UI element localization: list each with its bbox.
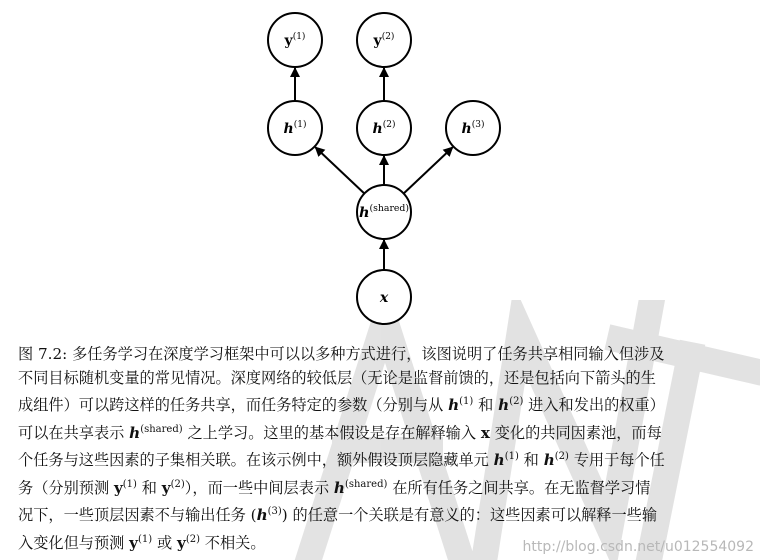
node-x (357, 270, 411, 324)
node-hs (357, 185, 411, 239)
caption-line-2: 不同目标随机变量的常见情况。深度网络的较低层（无论是监督前馈的，还是包括向下箭头的生 (18, 368, 656, 387)
node-h3 (446, 101, 500, 155)
node-label-x: x (379, 290, 389, 306)
caption-line-1: 图 7.2: 多任务学习在深度学习框架中可以以多种方式进行，该图说明了任务共享相同输入但涉及 (18, 345, 665, 363)
node-y1 (268, 13, 322, 67)
edge-hs-to-h1 (315, 147, 364, 193)
node-h1 (268, 101, 322, 155)
caption-line-7: 况下，一些顶层因素不与输出任务 $(h^{(3)})$ 的任意一个关联是有意义的：这些因素可以解释一些输 (18, 506, 658, 524)
diagram-edges (295, 68, 453, 270)
node-y2 (357, 13, 411, 67)
node-label-y2: $y^{(2)}$ (373, 32, 395, 49)
node-label-h1: $h^{(1)}$ (283, 120, 307, 137)
node-label-h3: $h^{(3)}$ (461, 120, 485, 137)
caption-line-5: 个任务与这些因素的子集相关联。在该示例中，额外假设顶层隐藏单元 $h^{(1)}$ 和 $h^{(2)}$ 专用于每个任 (18, 451, 665, 469)
edge-hs-to-h3 (404, 147, 453, 193)
figure-caption (18, 343, 758, 555)
caption-line-6: 务（分别预测 $y^{(1)}$ 和 $y^{(2)}$），而一些中间层表示 $h^{(shared)}$ 在所有任务之间共享。在无监督学习情 (18, 478, 651, 497)
caption-line-3: 成组件）可以跨这样的任务共享，而任务特定的参数（分别与从 $h^{(1)}$ 和 $h^{(2)}$ 进入和发出的权重） (18, 396, 665, 414)
caption-line-4: 可以在共享表示 $h^{(shared)}$ 之上学习。这里的基本假设是存在解释输入 x 变化的共同因素池，而每 (18, 423, 662, 442)
node-label-y1: $y^{(1)}$ (284, 32, 306, 49)
caption-line-8: 入变化但与预测 $y^{(1)}$ 或 $y^{(2)}$ 不相关。 (18, 533, 266, 552)
node-label-hs: $h^{(shared)}$ (359, 204, 408, 221)
node-h2 (357, 101, 411, 155)
node-label-h2: $h^{(2)}$ (372, 120, 396, 137)
url-watermark: http://blog.csdn.net/u012554092 (522, 539, 754, 555)
